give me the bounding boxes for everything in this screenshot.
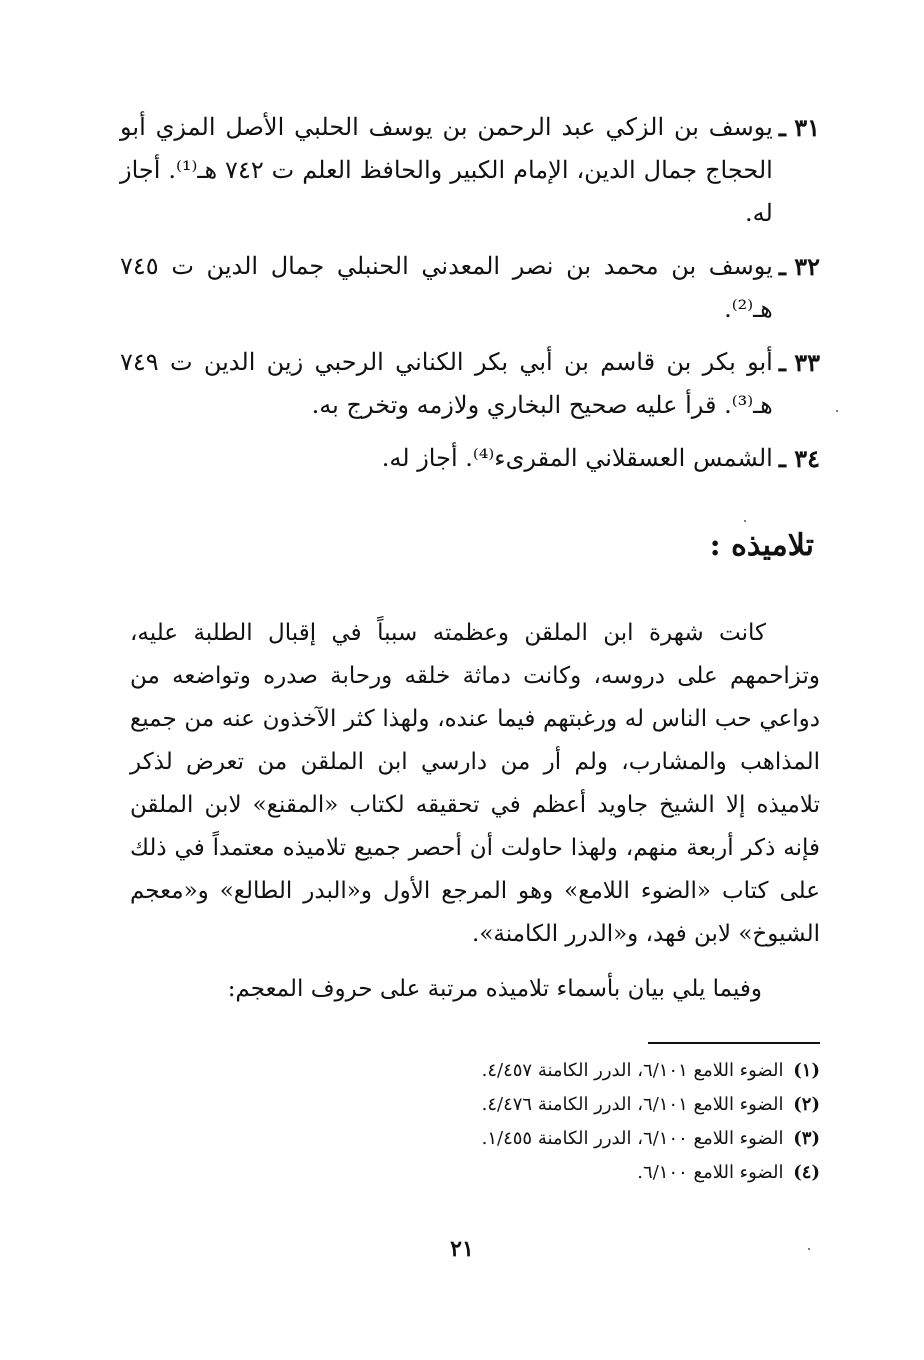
entry-number: ٣٤ ـ (778, 444, 820, 473)
footnote (360, 1054, 820, 1088)
entry-text: يوسف بن الزكي عبد الرحمن بن يوسف الحلبي الأصل المزي أبو الحجاج جمال الدين، الإمام الكبير والحافظ العلم ت ٧٤٢ هـ⁽¹⁾. أجاز له. (120, 113, 773, 227)
entry-number: ٣٢ ـ (778, 252, 820, 281)
footnote (360, 1088, 820, 1122)
footnote-number: (١) (793, 1060, 820, 1081)
entry-number: ٣١ ـ (778, 113, 820, 142)
teachers-list (120, 106, 820, 490)
entry-text: يوسف بن محمد بن نصر المعدني الحنبلي جمال الدين ت ٧٤٥ هـ⁽²⁾. (120, 252, 773, 323)
footnote (360, 1122, 820, 1156)
list-item (120, 245, 820, 331)
footnote (360, 1156, 820, 1190)
footnote-number: (٣) (793, 1128, 820, 1149)
footnote-text: الضوء اللامع ٦/١٠١، الدرر الكامنة ٤/٤٧٦. (481, 1094, 784, 1115)
scan-speck (808, 1248, 810, 1250)
footnote-number: (٢) (793, 1094, 820, 1115)
students-intro-line: وفيما يلي بيان بأسماء تلاميذه مرتبة على حروف المعجم: (227, 976, 762, 1002)
list-item (120, 341, 820, 427)
footnote-text: الضوء اللامع ٦/١٠١، الدرر الكامنة ٤/٤٥٧. (481, 1060, 784, 1081)
scan-speck (744, 520, 746, 522)
page-number: ٢١ (450, 1236, 474, 1262)
students-paragraph: كانت شهرة ابن الملقن وعظمته سبباً في إقبال الطلبة عليه، وتزاحمهم على دروسه، وكانت دماثة خلقه ورحابة صدره وتواضعه من دواعي حب الناس له ورغبتهم فيما عنده، ولهذا كثر الآخذون عنه من جميع المذاهب والمشارب، ولم أر من دارسي ابن الملقن من تعرض لذكر تلاميذه إلا الشيخ جاويد أعظم في تحقيقه لكتاب «المقنع» لابن الملقن فإنه ذكر أربعة منهم، ولهذا حاولت أن أحصر جميع تلاميذه معتمداً في ذلك على كتاب «الضوء اللامع» وهو المرجع الأول و«البدر الطالع» و«معجم الشيوخ» لابن فهد، و«الدرر الكامنة». (130, 620, 820, 947)
footnote-number: (٤) (793, 1162, 820, 1183)
list-item (120, 106, 820, 235)
entry-number: ٣٣ ـ (778, 348, 820, 377)
footnote-text: الضوء اللامع ٦/١٠٠، الدرر الكامنة ١/٤٥٥. (481, 1128, 784, 1149)
section-heading: تلاميذه : (709, 528, 814, 563)
footnote-text: الضوء اللامع ٦/١٠٠. (637, 1162, 784, 1183)
entry-text: أبو بكر بن قاسم بن أبي بكر الكناني الرحبي زين الدين ت ٧٤٩ هـ⁽³⁾. قرأ عليه صحيح البخاري ولازمه وتخرج به. (120, 348, 773, 419)
entry-text: الشمس العسقلاني المقرىء⁽⁴⁾. أجاز له. (381, 444, 773, 472)
list-item (120, 437, 820, 480)
footnotes-list (360, 1054, 820, 1190)
footnote-divider (648, 1042, 820, 1044)
scan-speck (836, 410, 838, 412)
